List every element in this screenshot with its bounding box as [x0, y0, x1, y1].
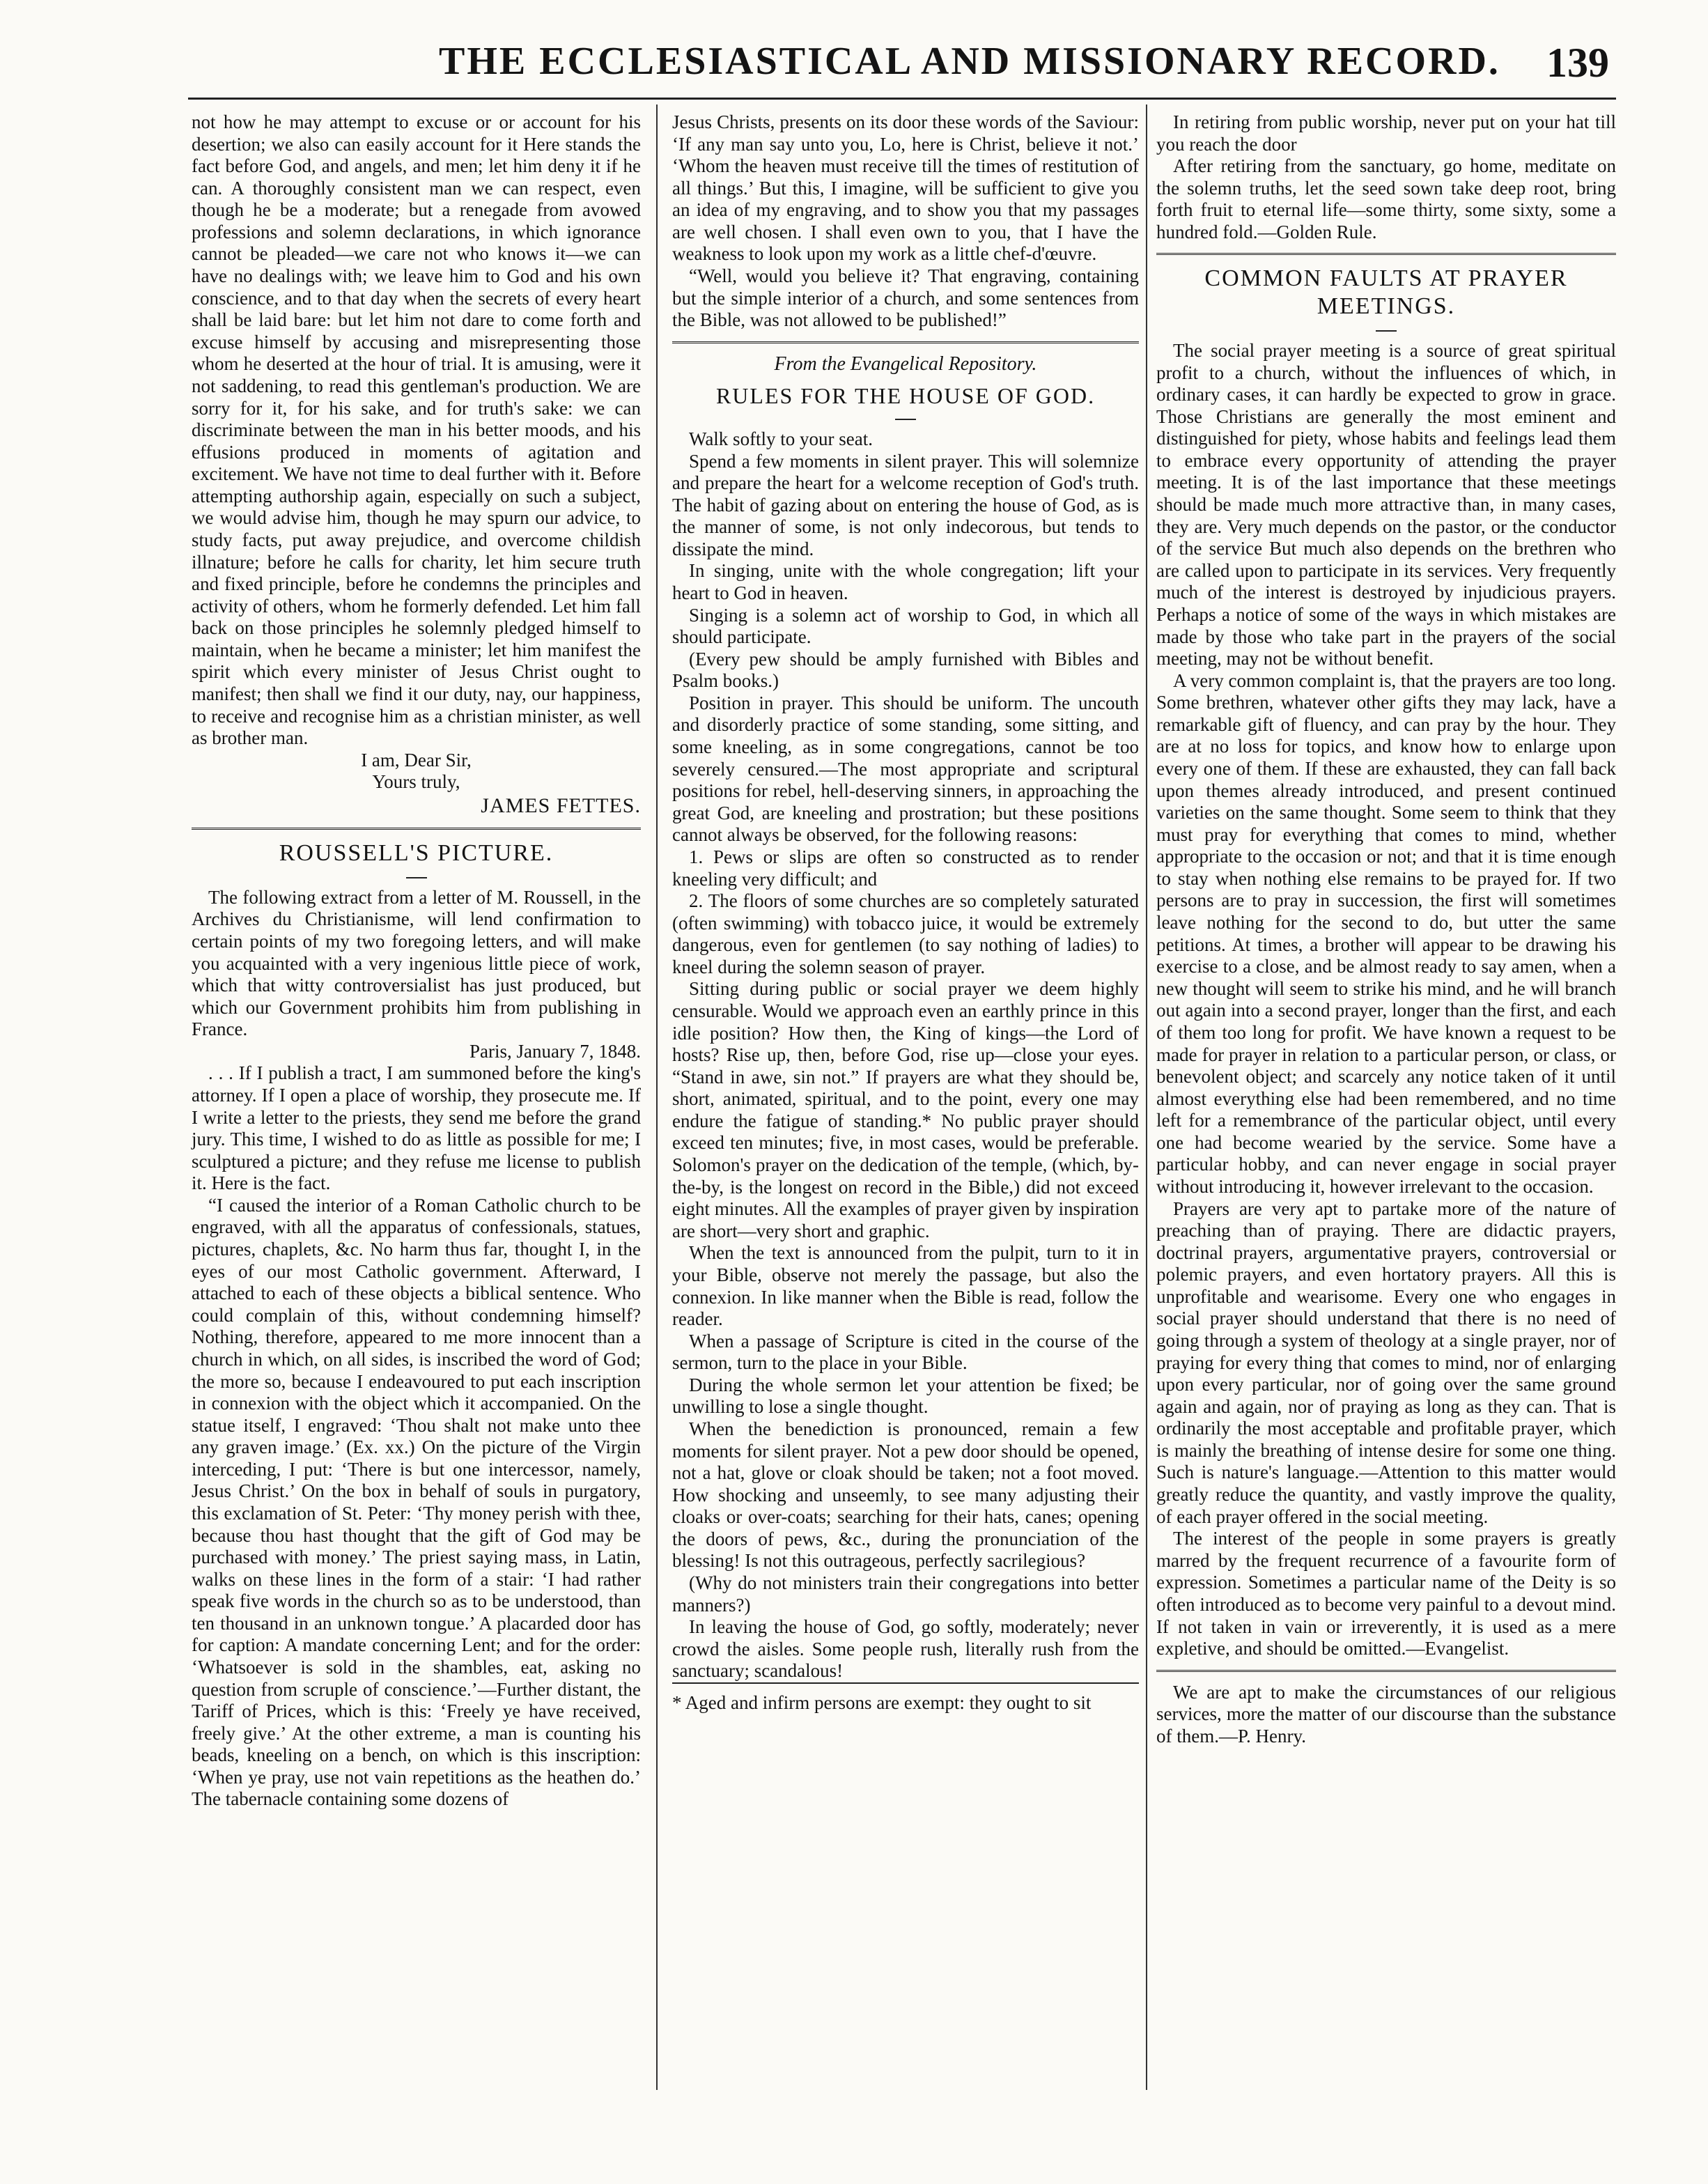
rule-item: 1. Pews or slips are often so constructed as to render kneeling very difficult; and — [672, 846, 1139, 890]
rule-item: In singing, unite with the whole congregation; lift your heart to God in heaven. — [672, 560, 1139, 604]
paragraph: We are apt to make the circumstances of our religious services, more the matter of our discourse than the substance of them.—P. Henry. — [1156, 1681, 1616, 1747]
column-2 — [672, 111, 1139, 1714]
paragraph: The interest of the people in some prayers is greatly marred by the frequent recurrence of a favourite form of expression. Sometimes a particular name of the Deity is so often introduced as to become very painful to a devout mind. If not taken in vain or irreverently, it is used as a mere expletive, and should be omitted.—Evangelist. — [1156, 1528, 1616, 1659]
column-3 — [1156, 111, 1616, 1747]
section-divider — [672, 341, 1139, 343]
rule-item: Spend a few moments in silent prayer. This will solemnize and prepare the heart for a welcome reception of God's truth. The habit of gazing about on entering the house of God, as is the manner of some, is not only indecorous, but tends to dissipate the mind. — [672, 450, 1139, 559]
closing-line: Yours truly, — [372, 771, 460, 793]
section-divider — [1156, 1670, 1616, 1672]
section-divider — [1156, 253, 1616, 255]
rule-item: Singing is a solemn act of worship to God, in which all should participate. — [672, 604, 1139, 648]
rule-item: Position in prayer. This should be uniform. The uncouth and disorderly practice of some standing, some sitting, and some kneeling, as in some congregations, cannot be too severely censured.—The most appropriate and scriptural positions for rebel, hell-deserving sinners, in approaching the great God, are kneeling and prostration; but these positions cannot always be observed, for the following reasons: — [672, 692, 1139, 846]
column-1 — [192, 111, 641, 1811]
page-number: 139 — [1546, 40, 1609, 86]
title-dash — [406, 877, 427, 878]
dateline: Paris, January 7, 1848. — [469, 1040, 641, 1062]
section-title-prayer-meetings: COMMON FAULTS AT PRAYER MEETINGS. — [1204, 265, 1568, 320]
journal-title: THE ECCLESIASTICAL AND MISSIONARY RECORD. — [439, 40, 1500, 83]
paragraph: After retiring from the sanctuary, go home, meditate on the solemn truths, let the seed sown take deep root, bring forth fruit to eternal life—some thirty, some sixty, some a hundred fold.—Golden Rule. — [1156, 155, 1616, 242]
rule-item: Sitting during public or social prayer we deem highly censurable. Would we approach even an earthly prince in this idle position? How then, the King of kings—the Lord of hosts? Rise up, then, before God, rise up—close your eyes. “Stand in awe, sin not.” If prayers are what they should be, short, animated, spiritual, and to the point, every one may endure the fatigue of standing.* No public prayer should exceed ten minutes; five, in most cases, would be preferable. Solomon's prayer on the dedication of the temple, (which, by-the-by, is the longest on record in the Bible,) did not exceed eight minutes. All the examples of prayer given by inspiration are short—very short and graphic. — [672, 978, 1139, 1241]
rule-item: (Every pew should be amply furnished with Bibles and Psalm books.) — [672, 648, 1139, 692]
paragraph: “Well, would you believe it? That engraving, containing but the simple interior of a church, and some sentences from the Bible, was not allowed to be published!” — [672, 265, 1139, 331]
rule-item: During the whole sermon let your attention be fixed; be unwilling to lose a single thought. — [672, 1374, 1139, 1418]
footnote: * Aged and infirm persons are exempt: they ought to sit — [672, 1682, 1139, 1714]
paragraph: The following extract from a letter of M. Roussell, in the Archives du Christianisme, will lend confirmation to certain points of my two foregoing letters, and will make you acquainted with a very ingenious little piece of work, which that witty controversialist has just produced, but which our Government prohibits him from publishing in France. — [192, 886, 641, 1040]
paragraph: “I caused the interior of a Roman Catholic church to be engraved, with all the apparatus of confessionals, statues, pictures, chaplets, &c. No harm thus far, thought I, in the eyes of our most Catholic government. Afterward, I attached to each of these objects a biblical sentence. Who could complain of this, without condemning himself? Nothing, therefore, appeared to me more innocent than a church in which, on all sides, is inscribed the word of God; the more so, because I endeavoured to put each inscription in connexion with the object which it accompanied. On the statue itself, I engraved: ‘Thou shalt not make unto thee any graven image.’ (Ex. xx.) On the picture of the Virgin interceding, I put: ‘There is but one intercessor, namely, Jesus Christ.’ On the box in behalf of souls in purgatory, this exclamation of St. Peter: ‘Thy money perish with thee, because thou hast thought that the gift of God may be purchased with money.’ The priest saying mass, in Latin, walks on these lines in the form of a stair: ‘I had rather speak five words in the church so as to be understood, than ten thousand in an unknown tongue.’ A placarded door has for caption: A mandate concerning Lent; and for the order: ‘Whatsoever is sold in the shambles, eat, asking no question from scruple of conscience.’—Further distant, the Tariff of Prices, which is this: ‘Freely ye have received, freely give.’ At the other extreme, a man is counting his beads, kneeling on a bench, on which is this inscription: ‘When ye pray, use not vain repetitions as the heathen do.’ The tabernacle containing some dozens of — [192, 1194, 641, 1810]
title-dash — [895, 419, 916, 420]
column-divider-2 — [1146, 104, 1147, 2090]
rule-item: 2. The floors of some churches are so completely saturated (often swimming) with tobacco juice, it would be extremely dangerous, even for gentlemen (to say nothing of ladies) to kneel during the solemn season of prayer. — [672, 890, 1139, 977]
letter-continuation: not how he may attempt to excuse or or account for his desertion; we also can easily account for it Here stands the fact before God, and angels, and men; let him deny it if he can. A thoroughly consistent man we can respect, even though he be a moderate; but a renegade from avowed professions and solemn declarations, in which ignorance cannot be pleaded—we care not who knows it—we can have no dealings with; we leave him to God and his own conscience, and to that day when the secrets of every heart shall be laid bare: but let him not dare to come forth and excuse himself by accusing and misrepresenting those whom he deserted at the hour of trial. It is amusing, were it not saddening, to read this gentleman's production. We are sorry for it, for his sake, and for truth's sake: we can discriminate between the man in his better moods, and his effusions produced in moments of agitation and excitement. We have not time to deal further with it. Before attempting authorship again, especially on such a subject, we would advise him, though he may spurn our advice, to study facts, put away prejudice, and overcome childish illnature; before he calls for charity, let him secure truth and fixed principle, before he condemns the principles and activity of others, whom he formerly defended. Let him fall back on those principles he solemnly pledged himself to maintain, when he became a minister; let him manifest the spirit which every minister of Jesus Christ ought to manifest; then shall we find it our duty, nay, our happiness, to receive and recognise him as a christian minister, as well as brother man. — [192, 111, 641, 749]
closing-line: I am, Dear Sir, — [361, 749, 472, 770]
rule-item: When the text is announced from the pulpit, turn to it in your Bible, observe not merely the passage, but also the connexion. In like manner when the Bible is read, follow the reader. — [672, 1242, 1139, 1330]
paragraph: A very common complaint is, that the prayers are too long. Some brethren, whatever other gifts they may lack, have a remarkable gift of fluency, and can pray by the hour. They are at no loss for topics, and know how to enlarge upon every one of them. If these are exhausted, they can fall back upon themes already introduced, and present continued varieties on the same thought. Some seem to think that they must pray for everything that comes to mind, whether appropriate to the occasion or not; and that it is time enough to stay when nothing else remains to be prayed for. If two persons are to pray in succession, the first will sometimes leave nothing for the second to do, but utter the same petitions. At times, a brother will appear to be drawing his exercise to a close, and be almost ready to say amen, when a new thought will seem to strike his mind, and he will branch out again into a second prayer, longer than the first, and each of them too long for profit. We have known a request to be made for prayer in relation to a particular person, or class, or benevolent object; and scarcely any notice taken of it until almost everything else had been remembered, and no time left for a remembrance of the particular object, until every one had become wearied by the service. Some have a particular hobby, and can never engage in social prayer without introducing it, however irrelevant to the occasion. — [1156, 669, 1616, 1197]
paragraph: Prayers are very apt to partake more of the nature of preaching than of praying. There are didactic prayers, doctrinal prayers, argumentative prayers, controversial or polemic prayers, and even hortatory prayers. All this is unprofitable and wearisome. Every one who engages in social prayer should understand that there is no need of going through a system of theology at a single prayer, nor of praying for every thing that comes to mind, nor of enlarging upon every particular, nor of going over the same ground again and again, nor of praying as long as they can. That is ordinarily the most acceptable and profitable prayer, which is mainly the breathing of intense desire for some one thing. Such is nature's language.—Attention to this matter would greatly reduce the quantity, and vastly improve the quality, of each prayer offered in the social meeting. — [1156, 1198, 1616, 1527]
rule-item: (Why do not ministers train their congregations into better manners?) — [672, 1572, 1139, 1616]
source-line: From the Evangelical Repository. — [774, 353, 1037, 375]
rule-item: In leaving the house of God, go softly, moderately; never crowd the aisles. Some people rush, literally rush from the sanctuary; scandalous! — [672, 1616, 1139, 1682]
rule-item: When the benediction is pronounced, remain a few moments for silent prayer. Not a pew door should be opened, not a hat, glove or cloak should be taken; not a foot moved. How shocking and unseemly, to see many adjusting their cloaks or over-coats; searching for their hats, canes; opening the doors of pews, &c., during the pronunciation of the blessing! Is not this outrageous, perfectly sacrilegious? — [672, 1418, 1139, 1572]
section-title-roussell: ROUSSELL'S PICTURE. — [279, 840, 554, 867]
paragraph: The social prayer meeting is a source of great spiritual profit to a church, without the influences of which, in ordinary cases, it can hardly be expected to grow in grace. Those Christians are generally the most eminent and distinguished for piety, whose habits and feelings lead them to embrace every opportunity of attending the prayer meeting. It is of the last importance that these meetings should be made much more attractive than, in many cases, they are. Very much depends on the pastor, or the conductor of the service But much also depends on the brethren who are called upon to participate in its services. Very frequently much of the interest is destroyed by injudicious prayers. Perhaps a notice of some of the ways in which mistakes are made by those who take part in the prayers of the social meeting, may not be without benefit. — [1156, 340, 1616, 669]
page-header — [111, 39, 1609, 95]
section-title-rules: RULES FOR THE HOUSE OF GOD. — [715, 382, 1096, 408]
paragraph: . . . If I publish a tract, I am summoned before the king's attorney. If I open a place of worship, they prosecute me. If I write a letter to the priests, they send me before the grand jury. This time, I wished to do as little as possible for me; I sculptured a picture; and they refuse me license to publish it. Here is the fact. — [192, 1062, 641, 1194]
signature: JAMES FETTES. — [481, 793, 641, 817]
rule-item: When a passage of Scripture is cited in the course of the sermon, turn to the place in your Bible. — [672, 1330, 1139, 1374]
paragraph: In retiring from public worship, never put on your hat till you reach the door — [1156, 111, 1616, 155]
rule-item: Walk softly to your seat. — [689, 428, 874, 449]
column-divider-1 — [656, 104, 658, 2090]
header-rule — [188, 98, 1616, 100]
title-dash — [1376, 330, 1397, 332]
paragraph: Jesus Christs, presents on its door these words of the Saviour: ‘If any man say unto you, Lo, here is Christ, believe it not.’ ‘Whom the heaven must receive till the times of restitution of all things.’ But this, I imagine, will be sufficient to give you an idea of my engraving, and to show you that my passages are well chosen. I shall even own to you, that I have the weakness to look upon my work as a little chef-d'œuvre. — [672, 111, 1139, 265]
section-divider — [192, 828, 641, 830]
